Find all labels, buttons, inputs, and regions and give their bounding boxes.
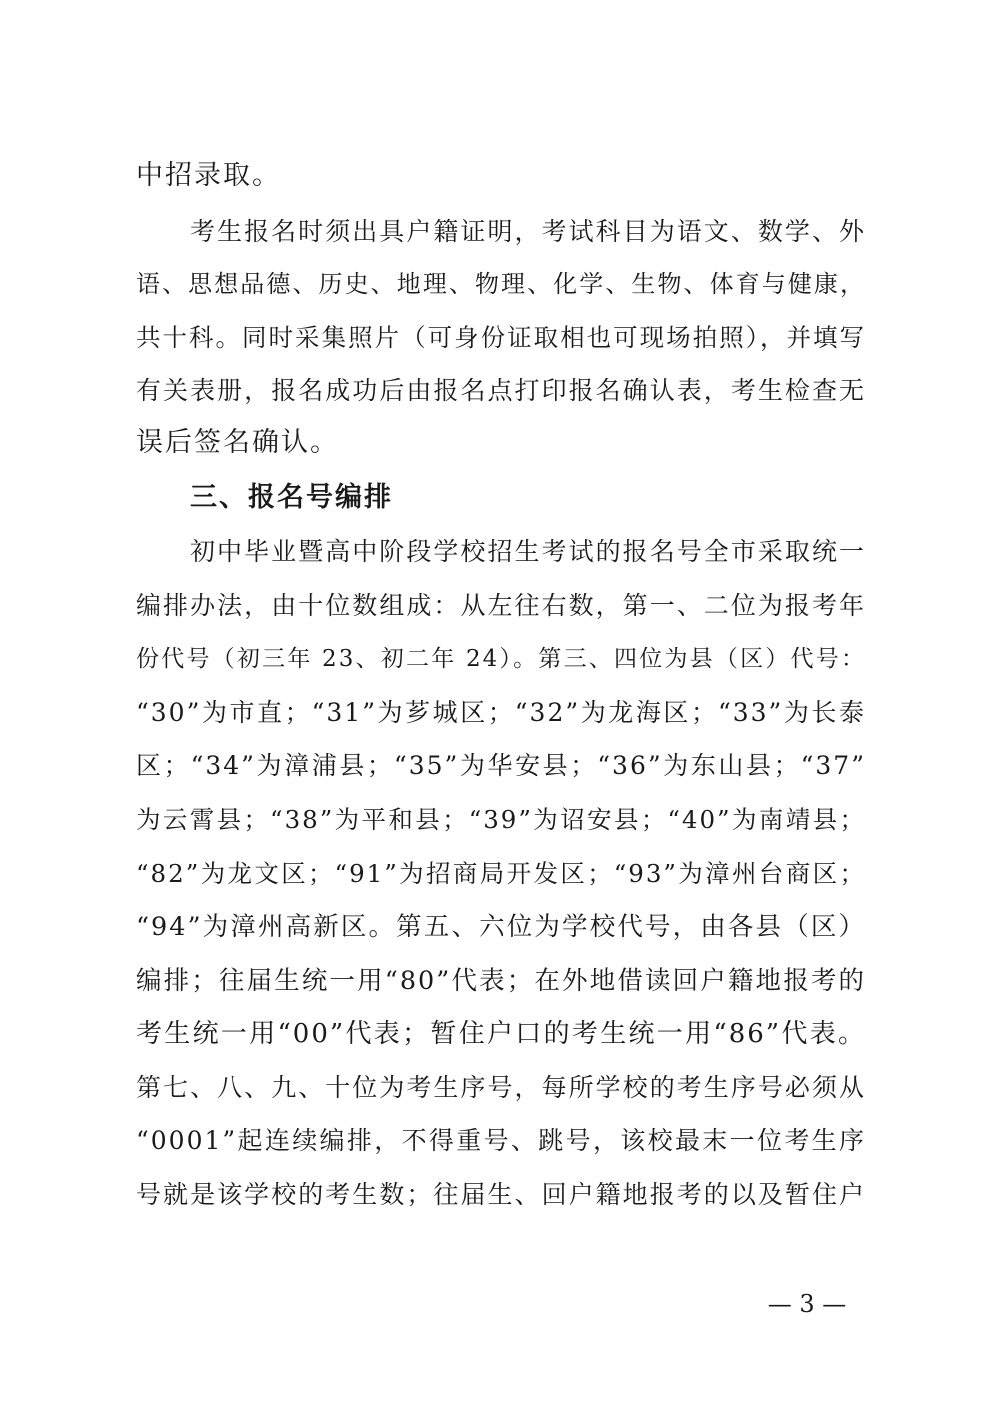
text-line: 误后签名确认。	[136, 427, 339, 458]
page-number: — 3 —	[767, 1290, 847, 1318]
text-line: 份代号（初三年 23、初二年 24）。第三、四位为县（区）代号：	[136, 646, 866, 672]
text-line: 语、思想品德、历史、地理、物理、化学、生物、体育与健康，	[136, 270, 866, 298]
text-line: 号就是该学校的考生数；往届生、回户籍地报考的以及暂住户	[136, 1180, 866, 1209]
text-line: 为云霄县；“38”为平和县；“39”为诏安县；“40”为南靖县；	[136, 805, 866, 834]
text-line: “30”为市直；“31”为芗城区；“32”为龙海区；“33”为长泰	[136, 698, 866, 727]
text-line: 考生统一用“00”代表；暂住户口的考生统一用“86”代表。	[136, 1019, 866, 1049]
text-line: 区；“34”为漳浦县；“35”为华安县；“36”为东山县；“37”	[136, 751, 866, 780]
text-line: “94”为漳州高新区。第五、六位为学校代号，由各县（区）	[136, 912, 866, 942]
text-line: 第七、八、九、十位为考生序号，每所学校的考生序号必须从	[136, 1073, 866, 1102]
section-heading: 三、报名号编排	[190, 482, 393, 513]
text-line: 有关表册，报名成功后由报名点打印报名确认表，考生检查无	[136, 376, 866, 405]
text-line: 编排办法，由十位数组成：从左往右数，第一、二位为报考年	[136, 591, 866, 620]
text-line: 中招录取。	[136, 160, 281, 191]
text-line: “0001”起连续编排，不得重号、跳号，该校最末一位考生序	[136, 1126, 866, 1155]
text-line: 编排；往届生统一用“80”代表；在外地借读回户籍地报考的	[136, 966, 866, 996]
text-line: 考生报名时须出具户籍证明，考试科目为语文、数学、外	[190, 217, 866, 246]
text-line: 初中毕业暨高中阶段学校招生考试的报名号全市采取统一	[190, 537, 866, 566]
text-line: 共十科。同时采集照片（可身份证取相也可现场拍照），并填写	[136, 323, 866, 352]
text-line: “82”为龙文区；“91”为招商局开发区；“93”为漳州台商区；	[136, 859, 866, 888]
